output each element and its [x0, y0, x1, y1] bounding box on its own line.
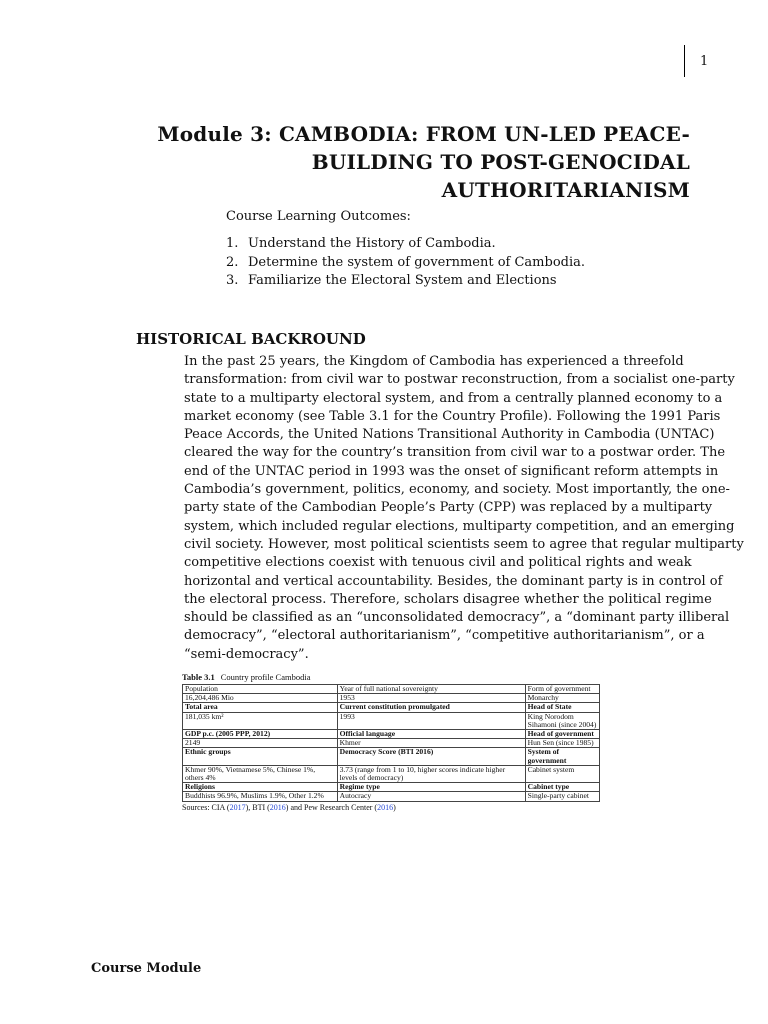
- page-number-divider: [684, 45, 685, 77]
- outcome-number: 3.: [226, 273, 239, 288]
- table-cell: 16,204,486 Mio: [183, 694, 338, 703]
- table-row: [183, 765, 600, 782]
- body-line: Cambodia’s government, politics, economy, and society. Most importantly, the one-: [184, 482, 730, 498]
- table-cell: Head of government: [525, 730, 599, 739]
- table-cell: Hun Sen (since 1985): [525, 739, 599, 748]
- table-cell: System of government: [525, 748, 599, 765]
- table-cell: Autocracy: [337, 792, 525, 801]
- title-line-3: AUTHORITARIANISM: [441, 178, 690, 202]
- source-ref-link[interactable]: 2016: [377, 802, 394, 812]
- body-line: “semi-democracy”.: [184, 646, 309, 662]
- table-cell: Current constitution promulgated: [337, 703, 525, 712]
- body-line: horizontal and vertical accountability. Besides, the dominant party is in control of: [184, 573, 723, 589]
- table-cell: Cabinet system: [525, 765, 599, 782]
- source-ref-link[interactable]: 2017: [229, 802, 246, 812]
- country-profile-table: [182, 672, 602, 812]
- table-cell: Buddhists 96.9%, Muslims 1.9%, Other 1.2%: [183, 792, 338, 801]
- sources-text: Sources: CIA (: [182, 802, 230, 812]
- body-line: cleared the way for the country’s transition from civil war to a postwar order. The: [184, 445, 726, 461]
- table-cell: Single-party cabinet: [525, 792, 599, 801]
- body-line: Peace Accords, the United Nations Transitional Authority in Cambodia (UNTAC): [184, 427, 715, 443]
- body-line: party state of the Cambodian People’s Party (CPP) was replaced by a multiparty: [184, 500, 713, 516]
- table-caption-label: Table 3.1: [182, 672, 215, 682]
- sources-text: ) and Pew Research Center (: [285, 802, 378, 812]
- table-cell: Cabinet type: [525, 783, 599, 792]
- body-line: state to a multiparty electoral system, and from a centrally planned economy to a: [184, 390, 723, 406]
- outcomes-heading: Course Learning Outcomes:: [226, 209, 411, 224]
- outcome-number: 2.: [226, 254, 239, 270]
- module-title: [157, 120, 690, 204]
- table-cell: Regime type: [337, 783, 525, 792]
- body-paragraph: [184, 353, 744, 664]
- title-line-1: Module 3: CAMBODIA: FROM UN-LED PEACE-: [157, 122, 690, 146]
- table-row: [183, 748, 600, 765]
- body-line: civil society. However, most political scientists seem to agree that regular multiparty: [184, 536, 744, 552]
- table-cell: Year of full national sovereignty: [337, 685, 525, 694]
- table-sources: [182, 803, 602, 812]
- table-cell: Khmer: [337, 739, 525, 748]
- outcomes-list: [226, 235, 585, 291]
- table-cell: Democracy Score (BTI 2016): [337, 748, 525, 765]
- page-number: 1: [700, 54, 709, 69]
- table-cell: 1953: [337, 694, 525, 703]
- table-cell: Ethnic groups: [183, 748, 338, 765]
- body-line: end of the UNTAC period in 1993 was the onset of significant reform attempts in: [184, 463, 719, 479]
- table-cell: Head of State: [525, 703, 599, 712]
- outcome-item: [226, 254, 585, 273]
- body-line: In the past 25 years, the Kingdom of Cambodia has experienced a threefold: [184, 354, 684, 369]
- body-line: democracy”, “electoral authoritarianism”, “competitive authoritarianism”, or a: [184, 628, 705, 644]
- table-cell: Total area: [183, 703, 338, 712]
- title-line-2: BUILDING TO POST-GENOCIDAL: [311, 150, 690, 174]
- table-cell: King Norodom Sihamoni (since 2004): [525, 712, 599, 729]
- table-cell: GDP p.c. (2005 PPP, 2012): [183, 730, 338, 739]
- body-line: the electoral process. Therefore, scholars disagree whether the political regime: [184, 591, 712, 607]
- outcome-text: Familiarize the Electoral System and Elections: [248, 273, 557, 288]
- outcome-text: Understand the History of Cambodia.: [248, 236, 496, 251]
- table-cell: 1993: [337, 712, 525, 729]
- table-cell: Religions: [183, 783, 338, 792]
- table-cell: 3.73 (range from 1 to 10, higher scores indicate higher levels of democracy): [337, 765, 525, 782]
- body-line: transformation: from civil war to postwar reconstruction, from a socialist one-party: [184, 372, 735, 388]
- table-cell: Population: [183, 685, 338, 694]
- table-cell: Monarchy: [525, 694, 599, 703]
- table-caption-text: Country profile Cambodia: [220, 672, 311, 682]
- table-row: [183, 712, 600, 729]
- table-cell: Form of government: [525, 685, 599, 694]
- table-cell: Khmer 90%, Vietnamese 5%, Chinese 1%, others 4%: [183, 765, 338, 782]
- body-line: system, which included regular elections, multiparty competition, and an emerging: [184, 518, 735, 534]
- table-cell: Official language: [337, 730, 525, 739]
- sources-text: ): [393, 802, 396, 812]
- body-line: should be classified as an “unconsolidated democracy”, a “dominant party illiberal: [184, 610, 730, 626]
- footer-label: Course Module: [91, 961, 202, 976]
- body-line: market economy (see Table 3.1 for the Country Profile). Following the 1991 Paris: [184, 408, 721, 424]
- table-cell: 2149: [183, 739, 338, 748]
- outcome-text: Determine the system of government of Cambodia.: [248, 254, 586, 270]
- section-heading: HISTORICAL BACKROUND: [136, 330, 366, 348]
- body-line: competitive elections coexist with tenuous civil and political rights and weak: [184, 555, 692, 571]
- profile-table: [182, 684, 600, 802]
- outcome-item: [226, 235, 585, 254]
- table-row: [183, 703, 600, 712]
- outcome-item: [226, 272, 585, 291]
- outcome-number: 1.: [226, 236, 239, 251]
- table-row: [183, 792, 600, 801]
- source-ref-link[interactable]: 2016: [269, 802, 286, 812]
- sources-text: ), BTI (: [245, 802, 270, 812]
- table-cell: 181,035 km²: [183, 712, 338, 729]
- table-caption: [182, 672, 602, 682]
